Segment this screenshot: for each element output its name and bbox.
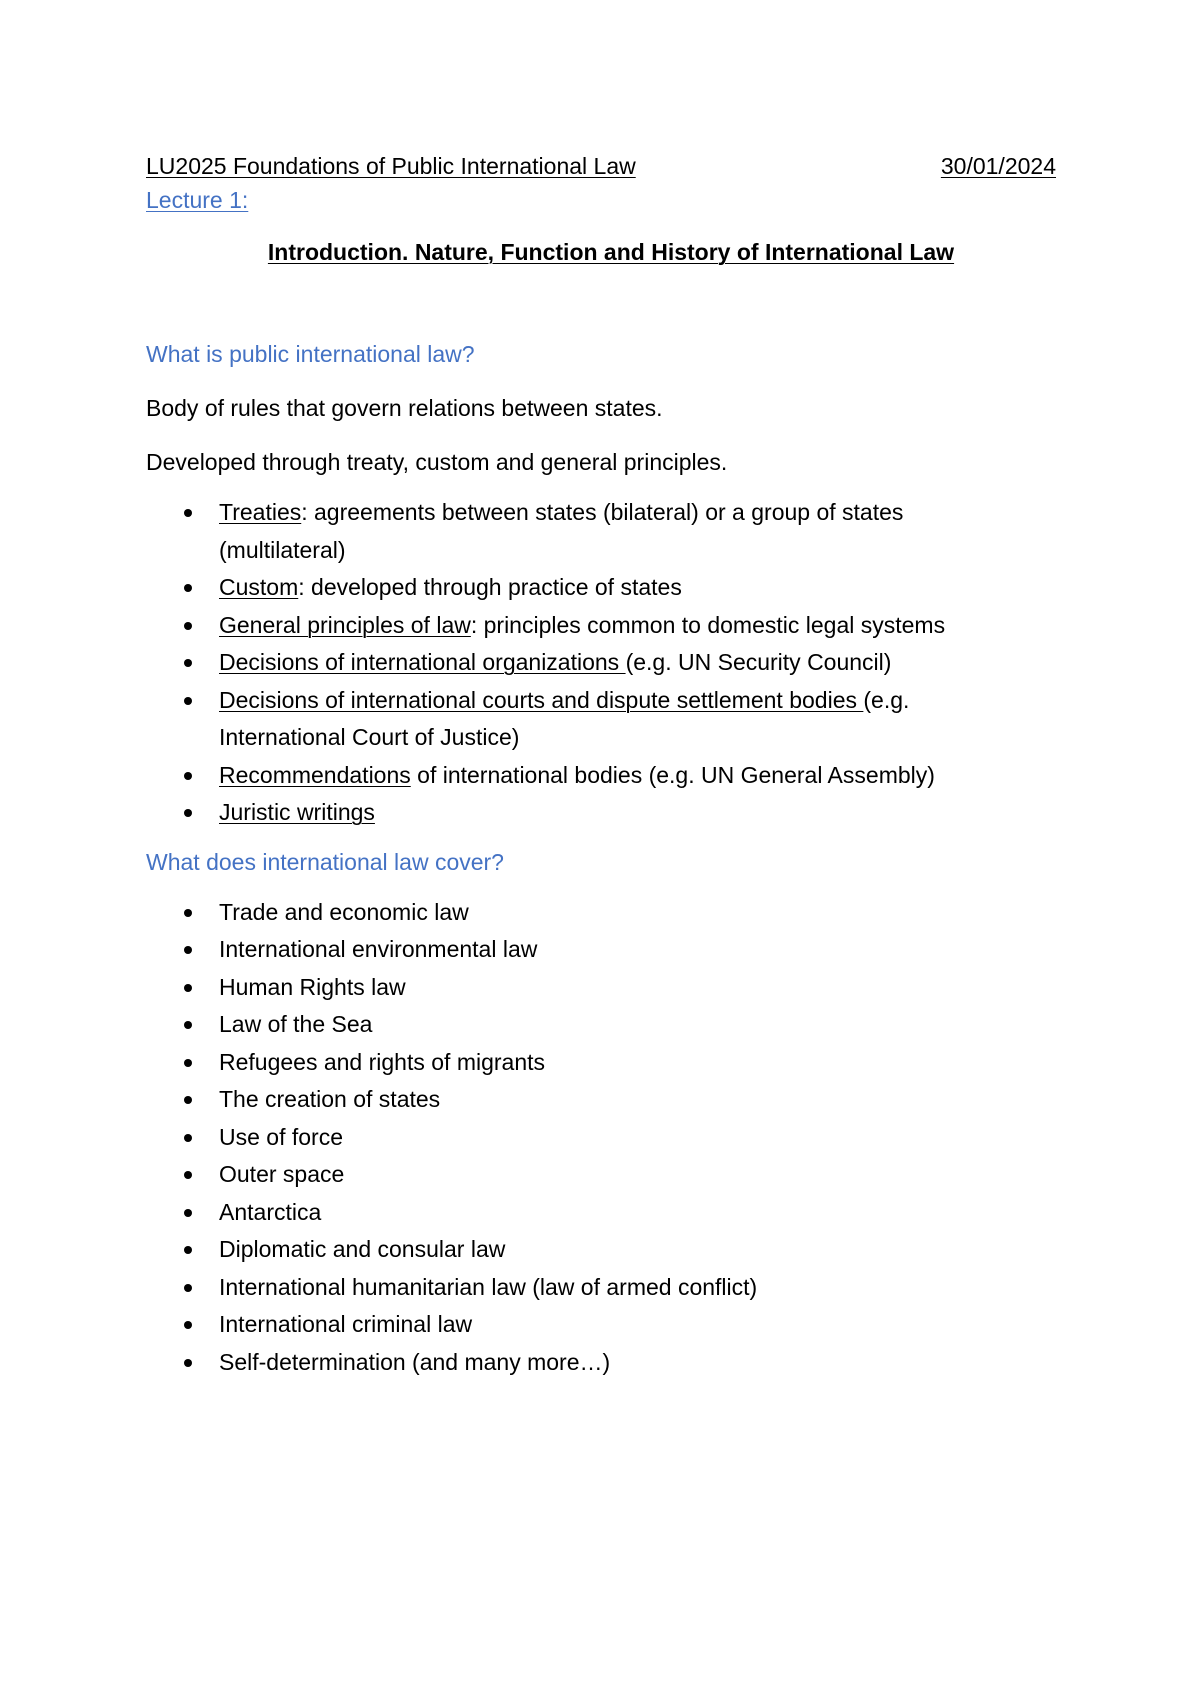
list-item: [146, 1306, 1056, 1344]
bullet-icon: [184, 1171, 192, 1179]
sources-list: [146, 494, 1056, 832]
bullet-icon: [184, 1321, 192, 1329]
list-item: [146, 1081, 1056, 1119]
source-term: Treaties: [219, 499, 302, 525]
list-item: [146, 494, 1056, 569]
source-description: (e.g. UN Security Council): [625, 649, 892, 675]
bullet-icon: [184, 622, 192, 630]
coverage-item-text: Use of force: [219, 1123, 343, 1150]
coverage-item-text: Outer space: [219, 1161, 345, 1187]
list-item: [146, 931, 1056, 969]
document-title-text: Introduction. Nature, Function and History of International Law: [267, 239, 955, 265]
section-heading-what-does: What does international law cover?: [146, 848, 504, 875]
source-description: (e.g. International Court of Justice): [219, 686, 910, 750]
source-term: Decisions of international courts and dispute settlement bodies: [219, 686, 864, 713]
bullet-icon: [184, 1096, 192, 1104]
coverage-item-text: International humanitarian law (law of armed conflict): [219, 1273, 758, 1300]
coverage-item-text: Law of the Sea: [219, 1011, 373, 1037]
bullet-icon: [184, 1021, 192, 1029]
header-line: [146, 150, 1056, 182]
list-item: [146, 1156, 1056, 1194]
coverage-item-text: International environmental law: [219, 936, 538, 962]
list-item: [146, 1231, 1056, 1269]
list-item: [146, 644, 1056, 682]
coverage-item-text: International criminal law: [219, 1311, 473, 1337]
list-item: [146, 1006, 1056, 1044]
source-term: Custom: [219, 574, 299, 600]
source-description: : principles common to domestic legal systems: [470, 611, 946, 638]
coverage-item-text: Human Rights law: [219, 973, 406, 1000]
source-description: of international bodies (e.g. UN General Assembly): [410, 761, 935, 788]
list-item: [146, 1344, 1056, 1382]
list-item: [146, 1044, 1056, 1082]
source-term: Recommendations: [219, 761, 411, 788]
coverage-item-text: Antarctica: [219, 1198, 322, 1225]
bullet-icon: [184, 509, 192, 517]
bullet-icon: [184, 1059, 192, 1067]
bullet-icon: [184, 1209, 192, 1217]
coverage-item-text: Diplomatic and consular law: [219, 1236, 506, 1262]
bullet-icon: [184, 1359, 192, 1367]
paragraph-developed-through: Developed through treaty, custom and general principles.: [146, 449, 728, 475]
course-title: LU2025 Foundations of Public International Law: [146, 153, 636, 179]
coverage-item-text: Refugees and rights of migrants: [219, 1048, 546, 1075]
list-item: [146, 969, 1056, 1007]
section-heading-what-is: What is public international law?: [146, 341, 475, 367]
document-title: [146, 236, 1056, 268]
source-description: : developed through practice of states: [298, 574, 682, 600]
list-item: [146, 894, 1056, 932]
list-item: [146, 1269, 1056, 1307]
bullet-icon: [184, 772, 192, 780]
bullet-icon: [184, 946, 192, 954]
lecture-date: 30/01/2024: [940, 153, 1056, 179]
coverage-item-text: The creation of states: [219, 1086, 441, 1112]
bullet-icon: [184, 659, 192, 667]
list-item: [146, 569, 1056, 607]
bullet-icon: [184, 909, 192, 917]
list-item: [146, 607, 1056, 645]
list-item: [146, 1194, 1056, 1232]
bullet-icon: [184, 1246, 192, 1254]
source-term: General principles of law: [219, 611, 471, 638]
list-item: [146, 682, 1056, 757]
document-body: [146, 150, 1056, 1381]
bullet-icon: [184, 584, 192, 592]
bullet-icon: [184, 809, 192, 817]
coverage-item-text: Trade and economic law: [219, 898, 469, 925]
source-description: : agreements between states (bilateral) or a group of states (multilateral): [219, 499, 904, 563]
list-item: [146, 1119, 1056, 1157]
coverage-list: [146, 894, 1056, 1382]
bullet-icon: [184, 1134, 192, 1142]
bullet-icon: [184, 1284, 192, 1292]
list-item: [146, 794, 1056, 832]
paragraph-body-of-rules: Body of rules that govern relations between states.: [146, 395, 663, 421]
bullet-icon: [184, 984, 192, 992]
source-term: Juristic writings: [219, 799, 375, 825]
source-term: Decisions of international organizations: [219, 649, 626, 675]
coverage-item-text: Self-determination (and many more…): [219, 1348, 611, 1375]
lecture-label: Lecture 1:: [146, 187, 249, 213]
list-item: [146, 757, 1056, 795]
bullet-icon: [184, 697, 192, 705]
